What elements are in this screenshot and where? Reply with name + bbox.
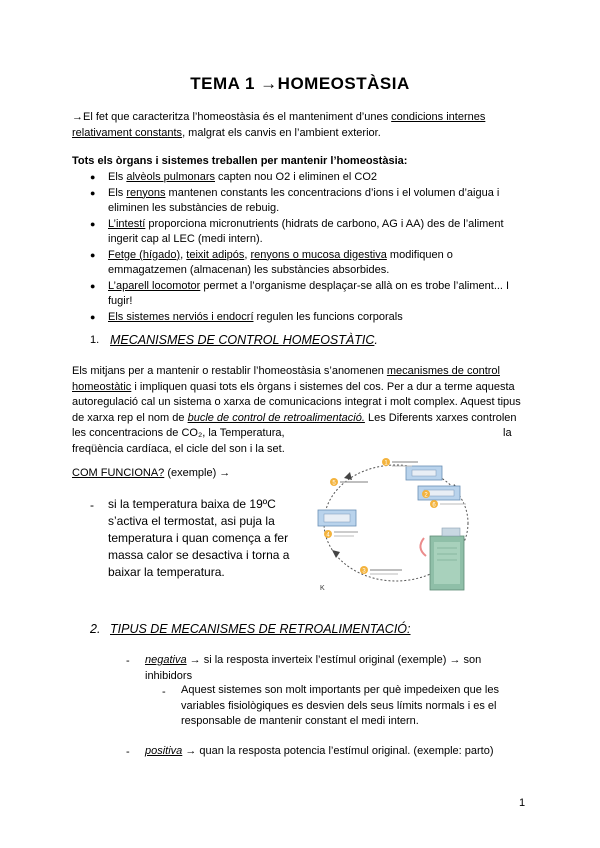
step-badge-6 [430,500,438,509]
example-dash: - [90,498,94,512]
list-item: ● Els sistemes nerviós i endocrí regulen les funcions corporals [90,310,530,326]
example-label: COM FUNCIONA? (exemple) → [72,467,231,479]
negative-feedback-detail: Aquest sistemes son molt importants per què impedeixen que les variables fisiològiques es desvien dels seus límits normals i es el responsable de mantenir constant el medi intern. [181,684,499,727]
svg-text:4: 4 [326,532,330,539]
list-item: ● Els alvèols pulmonars capten nou O2 i eliminen el CO2 [90,170,530,186]
list-item: ● Fetge (hígado), teixit adipós, renyons o mucosa digestiva modifiquen o emmagatzemen (almacenan) les substàncies absorbides. [90,248,530,279]
positive-dash: - [126,746,130,758]
negative-dash: - [126,655,130,667]
section1-number: 1. [90,334,100,346]
section2-number: 2. [90,622,101,636]
list-item: ● L’intestí proporciona micronutrients (hidrats de carbono, AG i AA) des de l’aliment ingerit cap al LEC (medi intern). [90,217,530,248]
example-text: si la temperatura baixa de 19ºC s’activa el termostat, asi puja la temperatura i quan comença a fer massa calor se desactiva i torna a baixar la temperatura. [108,497,290,579]
page-number: 1 [519,797,526,809]
page-title: TEMA 1 →HOMEOSTÀSIA [190,74,410,93]
cycle-arrow-4 [344,472,352,480]
step-badge-1 [382,458,390,467]
organs-list [90,170,530,325]
intro-text: →El fet que caracteritza l’homeostàsia és el manteniment d’unes [72,111,392,123]
diagram-corner-mark: K [320,585,325,592]
svg-text:1: 1 [384,460,388,467]
positive-feedback-item: positiva → quan la resposta potencia l’estímul original. (exemple: parto) [145,745,494,757]
svg-text:5: 5 [332,480,336,487]
svg-text:3: 3 [362,568,366,575]
intro-text-end: , malgrat els canvis en l’ambient exterior. [182,126,381,139]
list-item: ● Els renyons mantenen constants les concentracions d’ions i el volumen d’aigua i eliminen les substàncies de rebuig. [90,186,530,217]
section1-paragraph: Els mitjans per a mantenir o restablir l’homeostàsia s’anomenen mecanismes de control homeostàtic i impliquen quasi tots els òrgans i sistemes del cos. Per a dur a terme aquesta autoregulació cal un sistema o xarxa de comunicacions integrat i molt complex. Aquest tipus de xarxa rep el nom de bucle de control de retroalimentació. Les Diferents xarxes controlen les concentracions de CO₂, la Temperatura, la freqüència cardíaca, el cicle del son i la set. [72,365,521,455]
list-item: ● L’aparell locomotor permet a l’organisme desplaçar-se allà on es trobe l’aliment... I fugir! [90,279,530,310]
heater-vent [442,528,460,536]
sub-dash: - [162,686,166,698]
thermostat-feedback-diagram [306,448,506,598]
step-badge-4 [324,530,332,539]
section1-title: MECANISMES DE CONTROL HOMEOSTÀTIC [110,333,375,347]
svg-text:6: 6 [432,502,436,509]
intro-underline-2: relativament constants [72,126,183,139]
organs-heading: Tots els òrgans i sistemes treballen per mantenir l’homeostàsia: [72,155,408,167]
section2-heading: TIPUS DE MECANISMES DE RETROALIMENTACIÓ: [110,622,411,636]
intro-underline-1: condicions internes [391,111,486,123]
svg-text:2: 2 [424,492,428,499]
section1-heading: MECANISMES DE CONTROL HOMEOSTÀTIC. [110,333,378,347]
heat-glow [420,538,426,556]
step-badge-5 [330,478,338,487]
cycle-arrow-3 [332,550,340,558]
step-badge-3 [360,566,368,575]
intro-paragraph [72,110,532,141]
negative-feedback-item: negativa → si la resposta inverteix l’estímul original (exemple) → son inhibidors [145,654,482,682]
